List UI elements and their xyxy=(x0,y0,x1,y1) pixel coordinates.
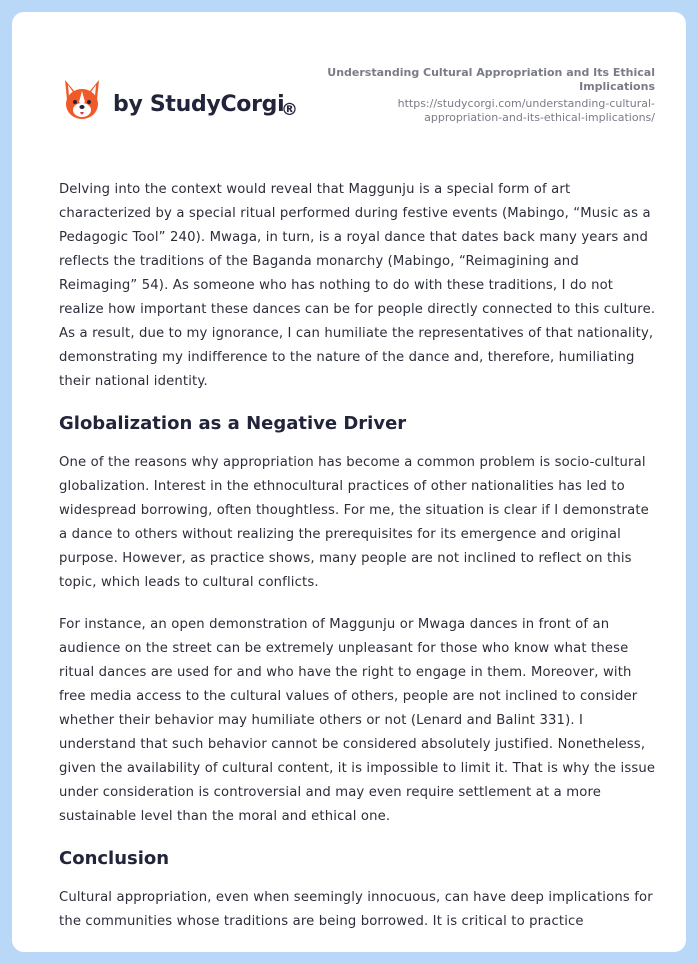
document-url[interactable]: https://studycorgi.com/understanding-cultural-appropriation-and-its-ethical-implications/ xyxy=(397,97,655,124)
document-meta xyxy=(325,66,655,125)
paragraph: One of the reasons why appropriation has become a common problem is socio-cultural globalization. Interest in the ethnocultural practices of other nationalities has led to widespread borrowing, often thoughtless. For me, the situation is clear if I demonstrate a dance to others without realizing the prerequisites for its emergence and original purpose. However, as practice shows, many people are not inclined to reflect on this topic, which leads to cultural conflicts. xyxy=(59,455,649,590)
studycorgi-logo[interactable] xyxy=(61,76,298,122)
section-heading: Conclusion xyxy=(59,848,170,869)
document-title: Understanding Cultural Appropriation and Its Ethical Implications xyxy=(327,66,655,93)
paragraph: Cultural appropriation, even when seemingly innocuous, can have deep implications for the communities whose traditions are being borrowed. It is critical to practice xyxy=(59,890,653,929)
document-page xyxy=(12,12,686,952)
paragraph: Delving into the context would reveal that Maggunju is a special form of art characterized by a special ritual performed during festive events (Mabingo, “Music as a Pedagogic Tool” 240). Mwaga, in turn, is a royal dance that dates back many years and reflects the traditions of the Baganda monarchy (Mabingo, “Reimagining and Reimaging” 54). As someone who has nothing to do with these traditions, I do not realize how important these dances can be for people directly connected to this culture. As a result, due to my ignorance, I can humiliate the representatives of that nationality, demonstrating my indifference to the nature of the dance and, therefore, humiliating their national identity. xyxy=(59,182,656,389)
brand-name: by StudyCorgi xyxy=(113,91,285,117)
registered-mark: ® xyxy=(281,100,298,120)
corgi-logo-icon xyxy=(61,76,103,122)
paragraph: For instance, an open demonstration of Maggunju or Mwaga dances in front of an audience on the street can be extremely unpleasant for those who know what these ritual dances are used for and who have the right to engage in them. Moreover, with free media access to the cultural values of others, people are not inclined to consider whether their behavior may humiliate others or not (Lenard and Balint 331). I understand that such behavior cannot be considered absolutely justified. Nonetheless, given the availability of cultural content, it is impossible to limit it. That is why the issue under consideration is controversial and may even require settlement at a more sustainable level than the moral and ethical one. xyxy=(59,617,656,824)
section-heading: Globalization as a Negative Driver xyxy=(59,413,407,434)
article-body xyxy=(59,178,659,934)
